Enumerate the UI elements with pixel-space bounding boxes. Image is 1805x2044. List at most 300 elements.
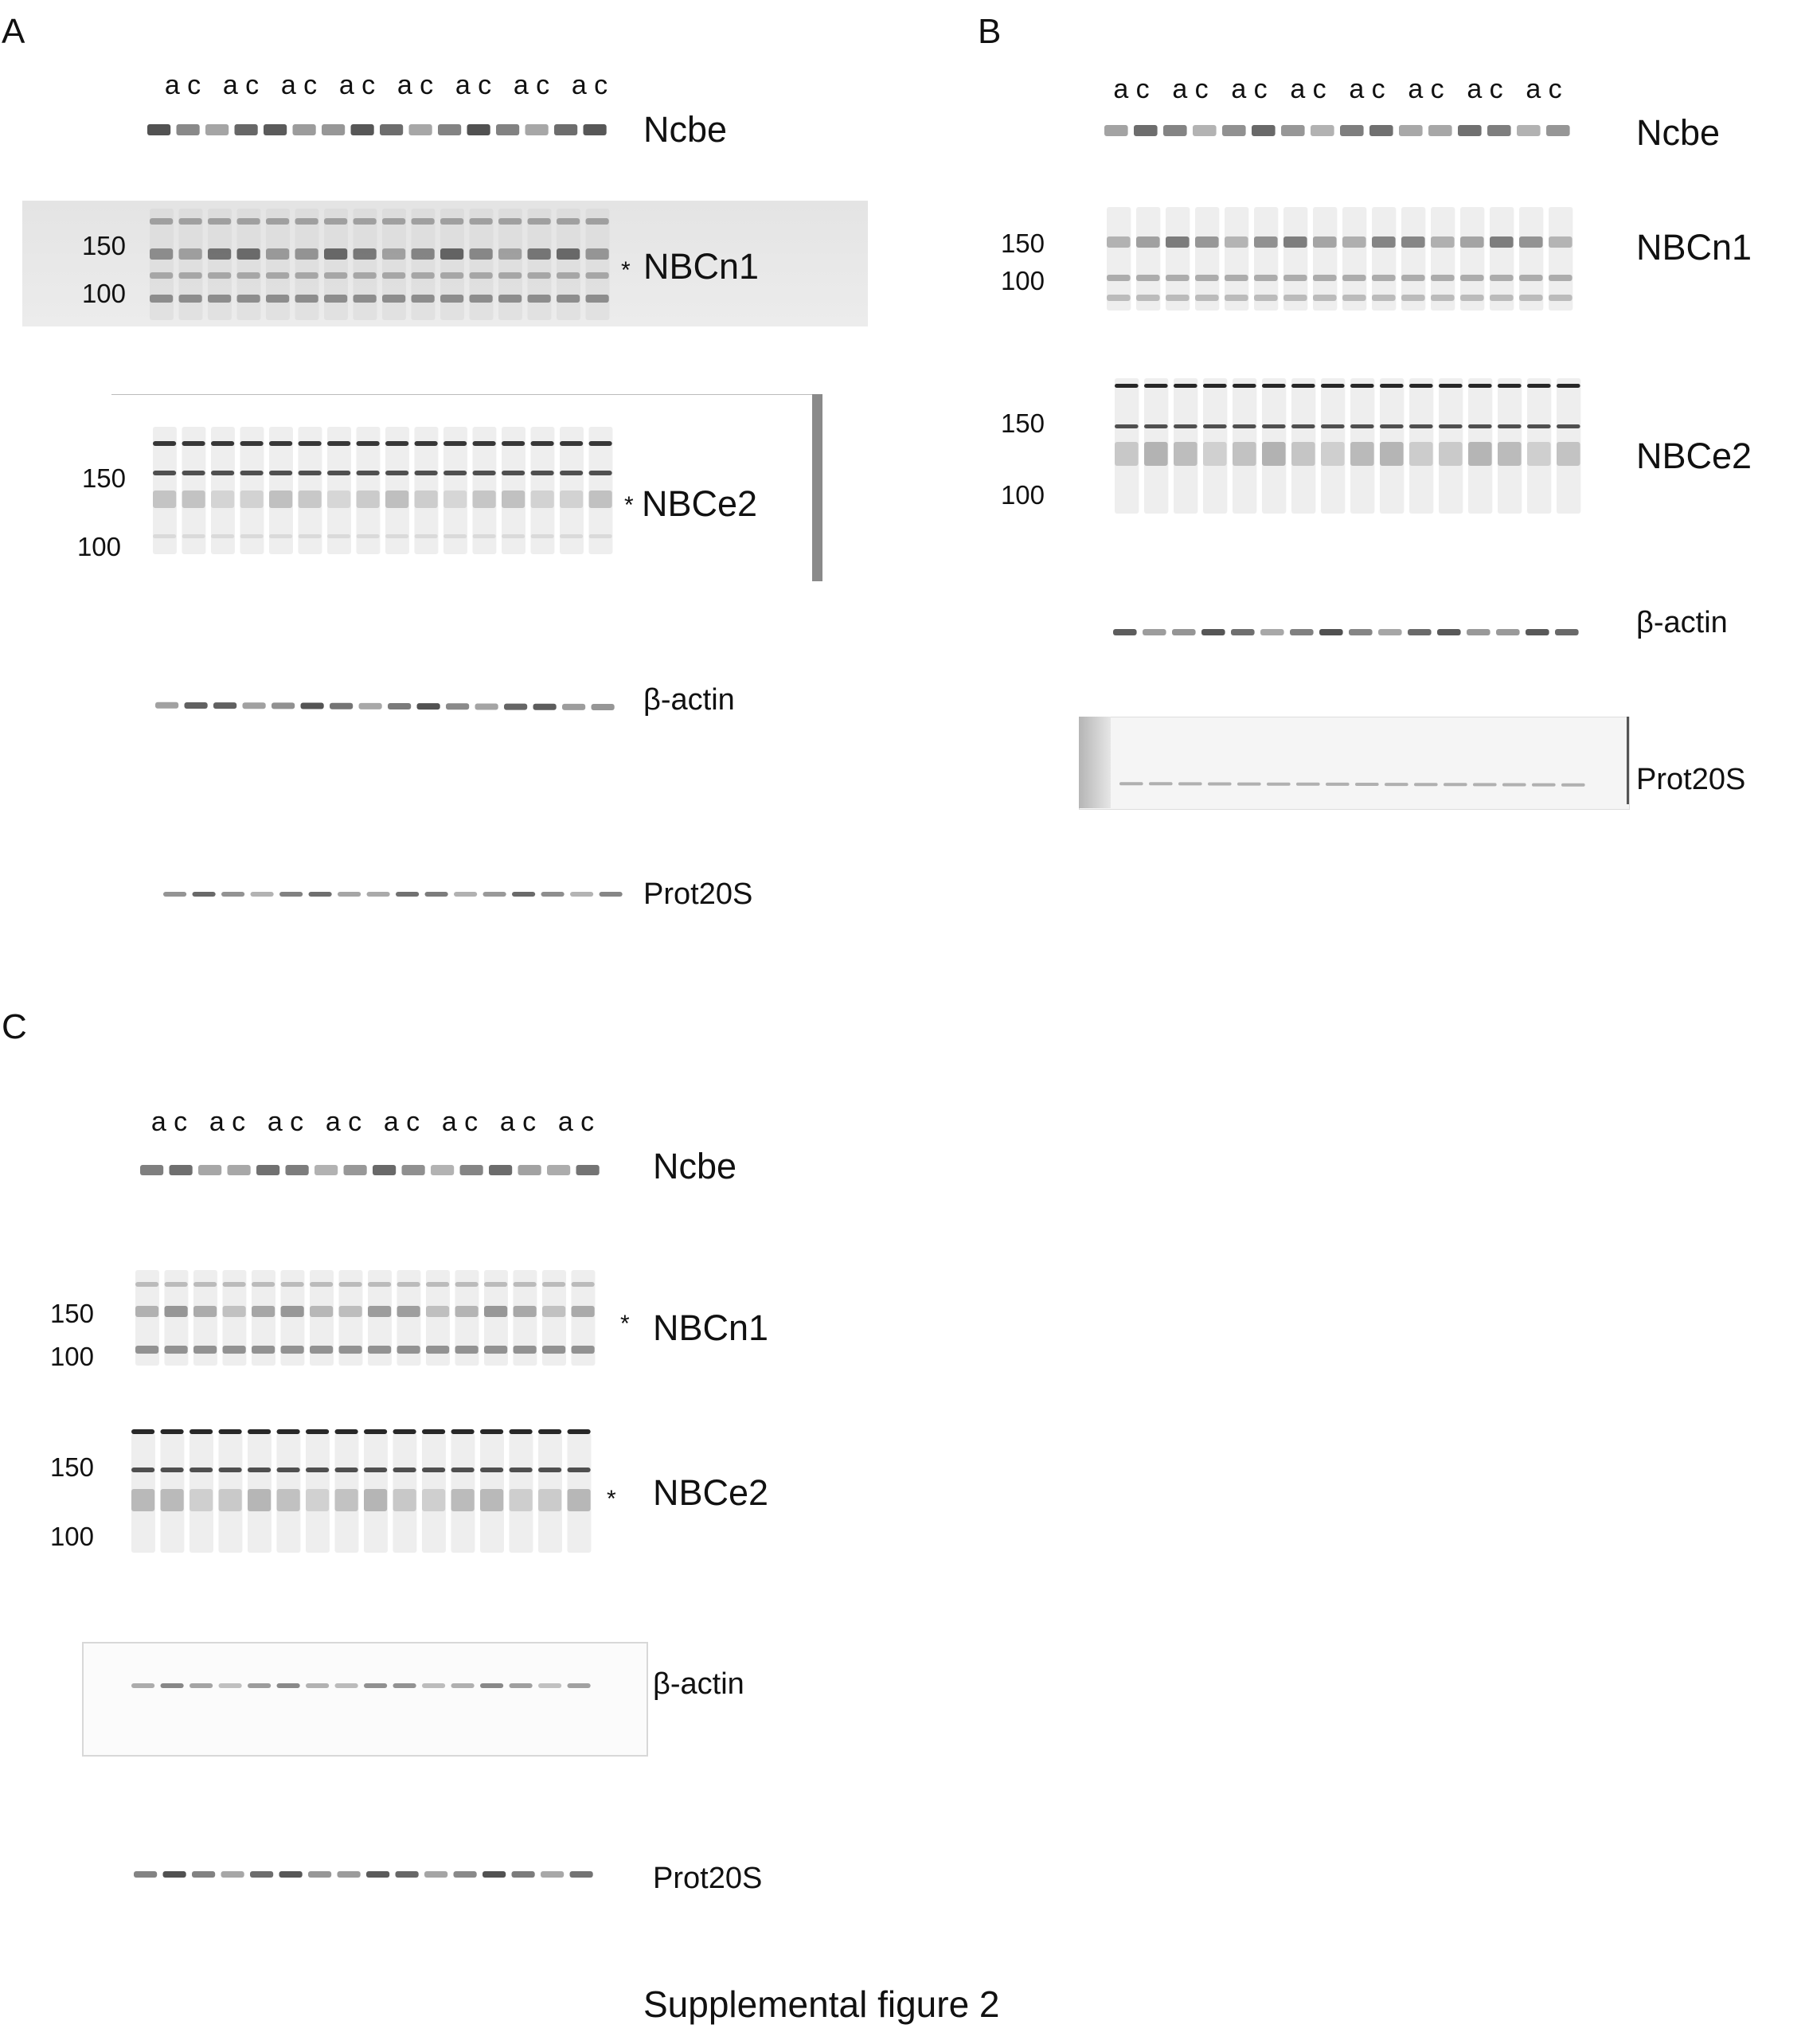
panel-c-prot-bands xyxy=(127,1851,617,1899)
lane-smear xyxy=(208,209,232,320)
nbcn1-band-upper xyxy=(498,218,522,225)
actin-band xyxy=(562,704,585,710)
nbce2-band-smear xyxy=(277,1489,300,1511)
nbce2-band-top xyxy=(161,1429,184,1434)
nbcn1-band-lower xyxy=(1549,295,1573,301)
nbce2-band-top xyxy=(1439,384,1463,388)
actin-band xyxy=(510,1683,533,1688)
ncbe-band xyxy=(1546,125,1570,136)
nbcn1-band-main xyxy=(498,248,522,260)
nbce2-band-second xyxy=(299,471,322,475)
actin-band xyxy=(189,1683,213,1688)
panel-c-nbce2-label: NBCe2 xyxy=(653,1472,769,1513)
actin-band xyxy=(417,703,440,709)
ncbe-band xyxy=(1487,125,1511,136)
panel-b-nbcn1-marker-100: 100 xyxy=(1000,266,1045,295)
prot20s-band xyxy=(309,892,332,897)
nbce2-band-second xyxy=(335,1468,358,1472)
nbcn1-band-lower xyxy=(339,1346,362,1354)
actin-band xyxy=(359,703,382,709)
prot20s-band xyxy=(221,1871,244,1878)
panel-c-ncbe-label: Ncbe xyxy=(653,1146,737,1186)
nbcn1-band-upper xyxy=(208,218,231,225)
lane-smear xyxy=(179,209,203,320)
nbcn1-band-main xyxy=(484,1306,507,1317)
panel-b-nbcn1-blot xyxy=(1039,203,1700,315)
ncbe-band xyxy=(1134,125,1158,136)
lane-label: a c xyxy=(383,1107,420,1137)
panel-c-nbcn1-star: * xyxy=(620,1311,630,1337)
prot20s-band xyxy=(570,892,593,897)
prot20s-band xyxy=(338,1871,361,1878)
nbcn1-band-main xyxy=(1107,236,1131,248)
prot20s-band xyxy=(541,1871,564,1878)
panel-c-nbce2-bands xyxy=(100,1413,649,1565)
lane-label: a c xyxy=(267,1107,304,1137)
nbcn1-band-main xyxy=(1166,236,1190,248)
lane-label: a c xyxy=(1172,74,1209,104)
nbce2-band-top xyxy=(451,1429,475,1434)
lane-label: a c xyxy=(1408,74,1444,104)
nbce2-band-smear xyxy=(538,1489,561,1511)
nbcn1-band-lower xyxy=(310,1346,333,1354)
prot20s-band xyxy=(163,1871,186,1878)
prot20s-band xyxy=(1208,783,1232,786)
nbcn1-band-lower xyxy=(1460,295,1484,301)
nbce2-band-smear xyxy=(1233,442,1256,466)
nbce2-band-top xyxy=(510,1429,533,1434)
ncbe-band xyxy=(315,1165,338,1175)
nbcn1-band-upper xyxy=(557,218,580,225)
nbce2-band-top xyxy=(1350,384,1374,388)
nbcn1-band-upper xyxy=(281,1282,304,1287)
ncbe-band xyxy=(554,124,577,135)
nbcn1-band-main xyxy=(310,1306,333,1317)
panel-a-ncbe-label: Ncbe xyxy=(643,109,728,150)
nbcn1-band-main xyxy=(528,248,551,260)
prot20s-band xyxy=(425,892,448,897)
ncbe-band xyxy=(228,1165,251,1175)
nbce2-band-smear xyxy=(189,1489,213,1511)
panel-a-prot-bands xyxy=(151,872,637,920)
ncbe-band xyxy=(235,124,258,135)
nbce2-band-top xyxy=(277,1429,300,1434)
nbcn1-band-main xyxy=(1372,236,1396,248)
nbce2-band-smear xyxy=(1291,442,1315,466)
nbce2-band-second xyxy=(357,471,380,475)
nbce2-band-second xyxy=(327,471,350,475)
ncbe-band xyxy=(1281,125,1305,136)
panel-c-actin-blot xyxy=(82,1642,648,1757)
prot20s-band xyxy=(1473,783,1497,786)
nbce2-band-smear xyxy=(1380,442,1404,466)
nbcn1-band-mid xyxy=(1431,275,1455,281)
nbce2-band-smear xyxy=(153,490,176,508)
nbcn1-band-lower xyxy=(237,295,260,303)
nbce2-band-smear xyxy=(1439,442,1463,466)
ncbe-band xyxy=(322,124,345,135)
nbce2-band-top xyxy=(269,441,292,446)
actin-band xyxy=(533,704,557,710)
nbcn1-band-lower xyxy=(1195,295,1219,301)
nbcn1-band-main xyxy=(1313,236,1337,248)
prot20s-band xyxy=(1561,784,1585,787)
nbce2-band-smear xyxy=(1174,442,1197,466)
panel-a-nbce2-marker-100: 100 xyxy=(76,532,121,561)
nbce2-band-smear xyxy=(1350,442,1374,466)
nbce2-band-second xyxy=(1350,424,1374,428)
prot20s-band xyxy=(1296,783,1320,786)
lane-smear xyxy=(382,209,406,320)
nbce2-band-smear xyxy=(182,490,205,508)
panel-b-nbcn1-marker-150: 150 xyxy=(1000,229,1045,258)
nbcn1-band-lower xyxy=(193,1346,217,1354)
nbcn1-band-upper xyxy=(412,218,435,225)
nbce2-band-top xyxy=(1498,384,1522,388)
lane-label: a c xyxy=(280,70,318,100)
prot20s-band xyxy=(192,1871,215,1878)
panel-b-actin-blot xyxy=(1039,597,1620,689)
nbce2-band-smear xyxy=(415,490,438,508)
nbcn1-band-main xyxy=(557,248,580,260)
nbcn1-band-mid xyxy=(1283,275,1307,281)
nbcn1-band-lower xyxy=(1490,295,1514,301)
lane-smear xyxy=(557,209,580,320)
panel-a-actin-blot xyxy=(48,669,717,772)
nbce2-band-top xyxy=(240,441,264,446)
nbce2-band-faint xyxy=(327,534,350,538)
lane-label: a c xyxy=(513,70,550,100)
ncbe-band xyxy=(547,1165,570,1175)
nbcn1-band-lower xyxy=(324,295,347,303)
nbcn1-band-mid xyxy=(1549,275,1573,281)
ncbe-band xyxy=(198,1165,221,1175)
nbce2-band-smear xyxy=(422,1489,445,1511)
nbcn1-band-main xyxy=(1254,236,1278,248)
nbce2-band-faint xyxy=(357,534,380,538)
actin-band xyxy=(1231,629,1255,635)
panel-b-prot-label: Prot20S xyxy=(1636,763,1746,796)
ncbe-band xyxy=(489,1165,512,1175)
lane-smear xyxy=(586,209,610,320)
nbcn1-band-main xyxy=(426,1306,449,1317)
panel-c-lane-labels xyxy=(140,1108,605,1135)
prot20s-band xyxy=(1385,783,1408,786)
nbce2-band-smear xyxy=(1203,442,1227,466)
nbcn1-band-lower xyxy=(572,1346,595,1354)
nbcn1-band-upper xyxy=(572,1282,595,1287)
nbcn1-band-lower xyxy=(208,295,231,303)
nbcn1-band-mid xyxy=(498,272,522,279)
nbce2-band-second xyxy=(393,1468,416,1472)
nbce2-band-second xyxy=(182,471,205,475)
prot20s-band xyxy=(134,1871,157,1878)
panel-a-actin-bands xyxy=(48,669,717,772)
panel-c-prot-label: Prot20S xyxy=(653,1862,763,1895)
nbce2-band-top xyxy=(182,441,205,446)
nbcn1-band-upper xyxy=(135,1282,158,1287)
nbce2-band-second xyxy=(219,1468,242,1472)
ncbe-band xyxy=(1163,125,1187,136)
nbcn1-band-mid xyxy=(586,272,609,279)
nbce2-band-top xyxy=(248,1429,271,1434)
prot20s-band xyxy=(396,892,419,897)
nbcn1-band-mid xyxy=(354,272,377,279)
prot20s-band xyxy=(1326,783,1350,786)
nbcn1-band-main xyxy=(412,248,435,260)
lane-label: a c xyxy=(499,1107,537,1137)
nbce2-band-second xyxy=(1291,424,1315,428)
nbce2-band-smear xyxy=(1527,442,1551,466)
nbcn1-band-upper xyxy=(426,1282,449,1287)
nbce2-band-second xyxy=(589,471,612,475)
figure-caption: Supplemental figure 2 xyxy=(643,1983,1000,2025)
panel-b-nbce2-bands xyxy=(1075,362,1632,533)
nbce2-band-smear xyxy=(240,490,264,508)
ncbe-band xyxy=(576,1165,600,1175)
panel-c-nbce2-marker-150: 150 xyxy=(49,1452,94,1482)
nbcn1-band-main xyxy=(1490,236,1514,248)
nbce2-band-second xyxy=(451,1468,475,1472)
nbce2-band-top xyxy=(385,441,408,446)
lane-smear xyxy=(354,209,377,320)
nbce2-band-smear xyxy=(560,490,583,508)
nbce2-band-top xyxy=(357,441,380,446)
ncbe-band xyxy=(256,1165,279,1175)
prot20s-band xyxy=(221,892,244,897)
nbcn1-band-main xyxy=(514,1306,537,1317)
nbcn1-band-upper xyxy=(150,218,173,225)
panel-a-ncbe-bands xyxy=(143,118,613,147)
nbcn1-band-upper xyxy=(440,218,463,225)
ncbe-band xyxy=(1222,125,1246,136)
actin-band xyxy=(1201,629,1225,635)
actin-band xyxy=(1467,629,1490,635)
nbcn1-band-lower xyxy=(440,295,463,303)
nbce2-band-top xyxy=(1144,384,1168,388)
panel-c-nbcn1-blot xyxy=(104,1266,645,1370)
ncbe-band xyxy=(1428,125,1452,136)
lane-label: a c xyxy=(1349,74,1385,104)
nbce2-band-top xyxy=(1291,384,1315,388)
ncbe-band xyxy=(1193,125,1217,136)
nbcn1-band-main xyxy=(1431,236,1455,248)
ncbe-band xyxy=(402,1165,425,1175)
nbce2-band-top xyxy=(1262,384,1286,388)
prot20s-band xyxy=(512,892,535,897)
nbce2-band-top xyxy=(131,1429,154,1434)
nbce2-band-second xyxy=(568,1468,591,1472)
lane-label: a c xyxy=(164,70,201,100)
ncbe-band xyxy=(170,1165,193,1175)
nbcn1-band-main xyxy=(354,248,377,260)
lane-smear xyxy=(237,209,261,320)
nbcn1-band-lower xyxy=(1431,295,1455,301)
nbce2-band-second xyxy=(1174,424,1197,428)
panel-b-prot-blot xyxy=(1079,717,1630,810)
nbce2-band-second xyxy=(1557,424,1580,428)
prot20s-band xyxy=(250,1871,273,1878)
nbcn1-band-main xyxy=(165,1306,188,1317)
prot20s-band xyxy=(366,1871,389,1878)
lane-label: a c xyxy=(325,1107,362,1137)
nbcn1-band-main xyxy=(440,248,463,260)
ncbe-band xyxy=(467,124,490,135)
ncbe-band xyxy=(1340,125,1364,136)
panel-a-nbcn1-marker-150: 150 xyxy=(81,231,126,260)
actin-band xyxy=(393,1683,416,1688)
panel-b-nbcn1-label: NBCn1 xyxy=(1636,227,1752,268)
actin-band xyxy=(272,702,295,709)
panel-a-lane-labels xyxy=(154,72,619,99)
ncbe-band xyxy=(205,124,229,135)
nbce2-band-smear xyxy=(1115,442,1139,466)
nbce2-band-top xyxy=(1409,384,1433,388)
nbcn1-band-mid xyxy=(237,272,260,279)
nbce2-band-smear xyxy=(335,1489,358,1511)
nbce2-band-top xyxy=(538,1429,561,1434)
lane-label: a c xyxy=(1290,74,1326,104)
nbcn1-band-upper xyxy=(397,1282,420,1287)
prot20s-band xyxy=(1355,783,1379,786)
nbce2-band-top xyxy=(306,1429,329,1434)
nbcn1-band-lower xyxy=(1107,295,1131,301)
panel-a-nbcn1-marker-100: 100 xyxy=(81,279,126,308)
panel-b-ncbe-blot xyxy=(1095,115,1584,147)
nbcn1-band-mid xyxy=(382,272,405,279)
nbcn1-band-lower xyxy=(382,295,405,303)
nbcn1-band-main xyxy=(586,248,609,260)
nbce2-band-top xyxy=(1203,384,1227,388)
nbcn1-band-main xyxy=(382,248,405,260)
nbce2-band-top xyxy=(1321,384,1345,388)
nbcn1-band-lower xyxy=(397,1346,420,1354)
panel-b-prot-left-edge xyxy=(1079,717,1111,808)
ncbe-band xyxy=(380,124,403,135)
ncbe-band xyxy=(1517,125,1541,136)
nbce2-band-top xyxy=(1233,384,1256,388)
nbcn1-band-lower xyxy=(484,1346,507,1354)
nbcn1-band-lower xyxy=(1136,295,1160,301)
nbcn1-band-lower xyxy=(1342,295,1366,301)
ncbe-band xyxy=(1252,125,1276,136)
nbcn1-band-lower xyxy=(179,295,202,303)
nbcn1-band-upper xyxy=(179,218,202,225)
lane-label: a c xyxy=(1231,74,1268,104)
nbce2-band-smear xyxy=(1468,442,1492,466)
actin-band xyxy=(301,703,324,709)
ncbe-band xyxy=(344,1165,367,1175)
ncbe-band xyxy=(1458,125,1482,136)
nbcn1-band-lower xyxy=(455,1346,479,1354)
nbcn1-band-upper xyxy=(484,1282,507,1287)
prot20s-band xyxy=(308,1871,331,1878)
nbce2-band-smear xyxy=(510,1489,533,1511)
nbce2-band-smear xyxy=(531,490,554,508)
lane-smear xyxy=(498,209,522,320)
nbce2-band-top xyxy=(568,1429,591,1434)
prot20s-band xyxy=(1502,784,1526,787)
panel-c-ncbe-blot xyxy=(134,1155,611,1186)
panel-a-nbce2-edge-bar xyxy=(812,394,822,581)
panel-a-actin-label: β-actin xyxy=(643,683,735,717)
lane-label: a c xyxy=(571,70,608,100)
panel-b-nbce2-label: NBCe2 xyxy=(1636,436,1752,476)
ncbe-band xyxy=(1104,125,1128,136)
nbce2-band-second xyxy=(1321,424,1345,428)
panel-c-actin-label: β-actin xyxy=(653,1667,744,1701)
actin-band xyxy=(277,1683,300,1688)
panel-a-letter: A xyxy=(2,12,25,51)
prot20s-band xyxy=(483,892,506,897)
nbcn1-band-mid xyxy=(295,272,318,279)
actin-band xyxy=(1526,629,1549,635)
nbce2-band-smear xyxy=(1321,442,1345,466)
nbce2-band-top xyxy=(219,1429,242,1434)
nbcn1-band-mid xyxy=(1460,275,1484,281)
panel-b-nbce2-marker-100: 100 xyxy=(1000,480,1045,510)
nbce2-band-second xyxy=(1439,424,1463,428)
prot20s-band xyxy=(600,892,623,897)
nbcn1-band-mid xyxy=(1490,275,1514,281)
ncbe-band xyxy=(1311,125,1334,136)
nbce2-band-top xyxy=(560,441,583,446)
nbcn1-band-main xyxy=(208,248,231,260)
nbce2-band-second xyxy=(248,1468,271,1472)
nbce2-band-smear xyxy=(131,1489,154,1511)
nbce2-band-second xyxy=(1409,424,1433,428)
nbcn1-band-main xyxy=(223,1306,246,1317)
nbcn1-band-main xyxy=(542,1306,565,1317)
nbce2-band-faint xyxy=(211,534,234,538)
nbce2-band-faint xyxy=(502,534,525,538)
ncbe-band xyxy=(584,124,607,135)
nbcn1-band-mid xyxy=(557,272,580,279)
panel-b-prot-right-edge xyxy=(1627,717,1629,804)
ncbe-band xyxy=(293,124,316,135)
nbcn1-band-main xyxy=(1283,236,1307,248)
panel-a-nbce2-star: * xyxy=(624,492,634,518)
nbcn1-band-main xyxy=(135,1306,158,1317)
ncbe-band xyxy=(177,124,200,135)
nbce2-band-top xyxy=(415,441,438,446)
ncbe-band xyxy=(409,124,432,135)
nbce2-band-second xyxy=(211,471,234,475)
ncbe-band xyxy=(286,1165,309,1175)
nbce2-band-smear xyxy=(502,490,525,508)
nbcn1-band-mid xyxy=(1225,275,1248,281)
nbcn1-band-mid xyxy=(440,272,463,279)
nbce2-band-top xyxy=(1468,384,1492,388)
lane-label: a c xyxy=(209,1107,246,1137)
prot20s-band xyxy=(1414,783,1438,786)
panel-c-ncbe-bands xyxy=(134,1155,611,1186)
nbce2-band-second xyxy=(1144,424,1168,428)
actin-band xyxy=(219,1683,242,1688)
nbcn1-band-main xyxy=(1401,236,1425,248)
panel-c-prot-blot xyxy=(127,1851,617,1899)
actin-band xyxy=(185,702,208,709)
lane-label: a c xyxy=(338,70,376,100)
nbce2-band-smear xyxy=(306,1489,329,1511)
actin-band xyxy=(306,1683,329,1688)
nbcn1-band-mid xyxy=(1313,275,1337,281)
nbce2-band-faint xyxy=(473,534,496,538)
nbce2-band-faint xyxy=(560,534,583,538)
nbce2-band-second xyxy=(422,1468,445,1472)
nbcn1-band-main xyxy=(281,1306,304,1317)
nbce2-band-smear xyxy=(211,490,234,508)
